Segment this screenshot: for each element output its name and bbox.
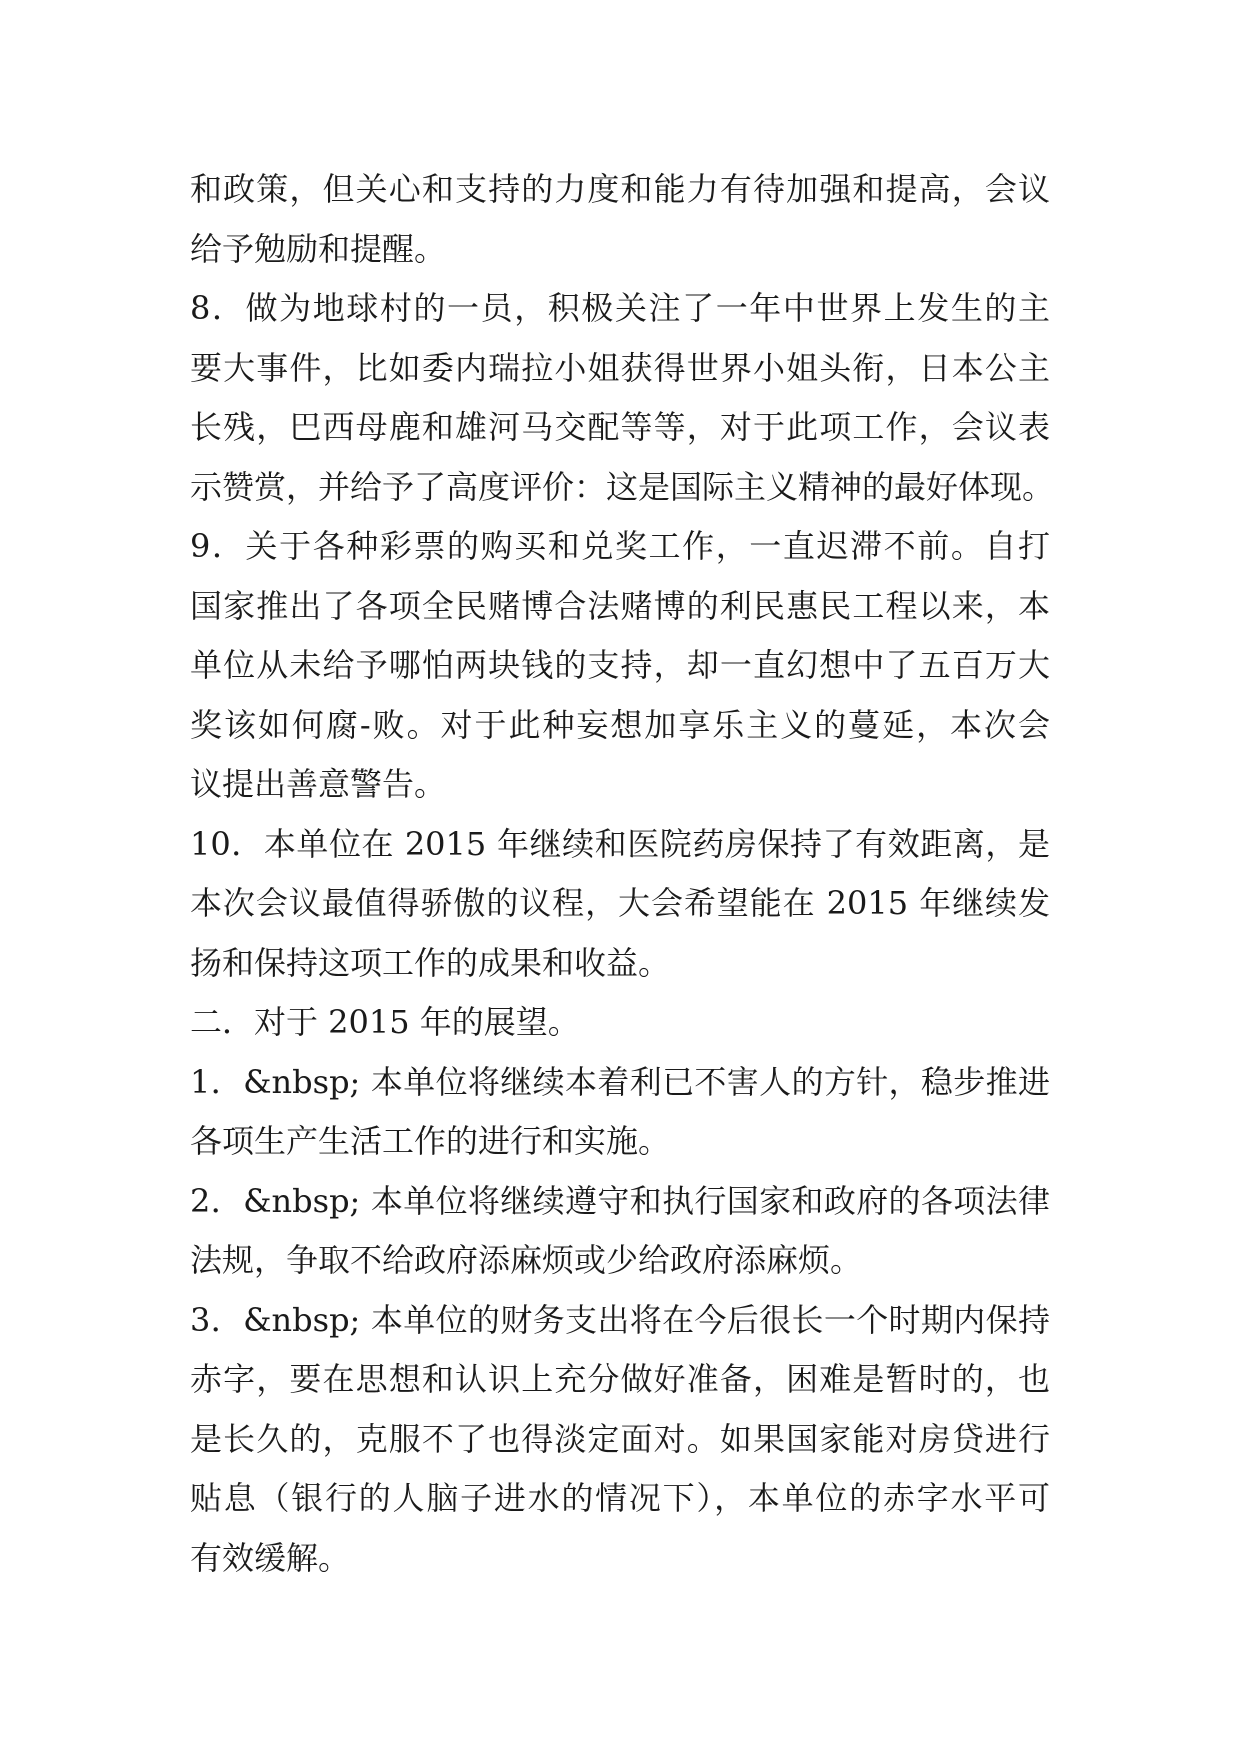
- text-line: 示赞赏，并给予了高度评价：这是国际主义精神的最好体现。: [190, 467, 1055, 506]
- text-line: 贴息（银行的人脑子进水的情况下），本单位的赤字水平可: [190, 1479, 1050, 1517]
- text-line: 有效缓解。: [190, 1538, 351, 1577]
- text-line: 国家推出了各项全民赌博合法赌博的利民惠民工程以来，本: [190, 586, 1050, 625]
- text-line: 议提出善意警告。: [190, 765, 447, 803]
- text-line: 2．&nbsp; 本单位将继续遵守和执行国家和政府的各项法律: [190, 1181, 1050, 1220]
- text-line: 二．对于 2015 年的展望。: [190, 1003, 580, 1041]
- text-line: 扬和保持这项工作的成果和收益。: [190, 943, 671, 982]
- text-line: 1．&nbsp; 本单位将继续本着利已不害人的方针，稳步推进: [190, 1062, 1050, 1101]
- text-line: 要大事件，比如委内瑞拉小姐获得世界小姐头衔，日本公主: [190, 348, 1050, 387]
- text-line: 长残，巴西母鹿和雄河马交配等等，对于此项工作，会议表: [190, 408, 1050, 446]
- text-line: 是长久的，克服不了也得淡定面对。如果国家能对房贷进行: [190, 1419, 1050, 1458]
- text-line: 单位从未给予哪怕两块钱的支持，却一直幻想中了五百万大: [190, 646, 1050, 684]
- text-line: 本次会议最值得骄傲的议程，大会希望能在 2015 年继续发: [190, 884, 1050, 922]
- text-line: 3．&nbsp; 本单位的财务支出将在今后很长一个时期内保持: [190, 1300, 1050, 1339]
- text-line: 8．做为地球村的一员，积极关注了一年中世界上发生的主: [190, 289, 1050, 327]
- text-line: 10．本单位在 2015 年继续和医院药房保持了有效距离，是: [190, 824, 1050, 863]
- text-line: 奖该如何腐-败。对于此种妄想加享乐主义的蔓延，本次会: [190, 705, 1050, 744]
- text-line: 和政策，但关心和支持的力度和能力有待加强和提高，会议: [190, 170, 1050, 208]
- text-line: 法规，争取不给政府添麻烦或少给政府添麻烦。: [190, 1241, 863, 1279]
- text-line: 赤字，要在思想和认识上充分做好准备，困难是暂时的，也: [190, 1360, 1050, 1398]
- document-body: [190, 160, 1055, 1588]
- text-line: 给予勉励和提醒。: [190, 229, 447, 268]
- text-line: 9．关于各种彩票的购买和兑奖工作，一直迟滞不前。自打: [190, 527, 1050, 565]
- text-line: 各项生产生活工作的进行和实施。: [190, 1122, 671, 1160]
